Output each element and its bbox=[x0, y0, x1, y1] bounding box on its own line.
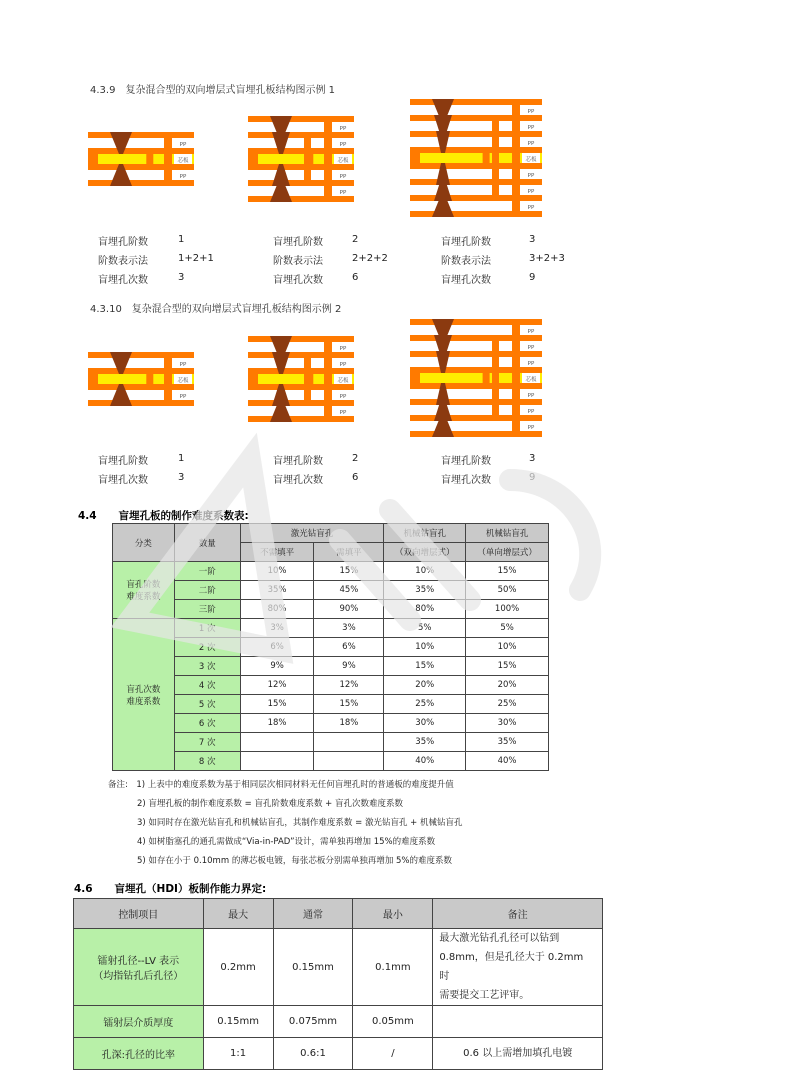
pp-label: PP bbox=[339, 126, 347, 132]
example1-param-value: 3 bbox=[178, 272, 185, 283]
coefficient-cell: 15% bbox=[240, 695, 314, 714]
row-count-cell: 8 次 bbox=[174, 752, 240, 771]
section-44-number: 4.4 bbox=[78, 510, 97, 522]
note-line: 备注: 1) 上表中的难度系数为基于相同层次相同材料无任何盲埋孔时的普通板的难度提升值 bbox=[108, 780, 454, 790]
coefficient-cell: 15% bbox=[314, 562, 384, 581]
example2-param-value: 2 bbox=[352, 453, 359, 464]
pp-label: PP bbox=[339, 142, 347, 148]
remark-line: 需要提交工艺评审。 bbox=[439, 990, 530, 1001]
coefficient-cell: 3% bbox=[314, 619, 384, 638]
table-row bbox=[74, 929, 603, 1006]
coefficient-cell: 15% bbox=[384, 657, 466, 676]
coefficient-cell: 50% bbox=[466, 581, 549, 600]
table-row bbox=[113, 600, 549, 619]
pp-label: PP bbox=[179, 362, 187, 368]
coefficient-cell: 9% bbox=[240, 657, 314, 676]
core-label: 芯板 bbox=[337, 378, 349, 384]
stackup-diagram-1c bbox=[410, 95, 560, 220]
control-item-cell bbox=[74, 1038, 204, 1070]
pp-label: PP bbox=[179, 142, 187, 148]
example1-param-value: 3 bbox=[529, 234, 536, 245]
pp-label: PP bbox=[339, 394, 347, 400]
coefficient-cell: 10% bbox=[384, 638, 466, 657]
row-count-cell: 一阶 bbox=[174, 562, 240, 581]
example1-param-label: 阶数表示法 bbox=[273, 256, 323, 267]
capability-header-cell: 控制项目 bbox=[74, 899, 204, 929]
example2-param-label: 盲埋孔次数 bbox=[441, 475, 491, 486]
example2-param-value: 3 bbox=[178, 472, 185, 483]
min-cell: 0.05mm bbox=[353, 1006, 433, 1038]
example1-param-label: 阶数表示法 bbox=[98, 256, 148, 267]
example2-param-value: 1 bbox=[178, 453, 185, 464]
remark-cell bbox=[433, 1006, 603, 1038]
coefficient-cell: 35% bbox=[384, 733, 466, 752]
th-mech-bi: 机械钻盲孔 bbox=[384, 524, 466, 543]
coefficient-cell: 40% bbox=[466, 752, 549, 771]
coefficient-cell: 30% bbox=[384, 714, 466, 733]
coefficient-cell: 18% bbox=[240, 714, 314, 733]
note-line: 2) 盲埋孔板的制作难度系数 = 盲孔阶数难度系数 + 盲孔次数难度系数 bbox=[137, 799, 403, 809]
example2-param-label: 盲埋孔阶数 bbox=[441, 456, 491, 467]
remark-cell bbox=[433, 1038, 603, 1070]
pp-label: PP bbox=[527, 205, 535, 211]
control-item-line1: 镭射孔径--LV 表示 bbox=[97, 956, 180, 967]
coefficient-cell bbox=[240, 733, 314, 752]
min-cell: 0.1mm bbox=[353, 929, 433, 1006]
example1-param-label: 盲埋孔阶数 bbox=[98, 237, 148, 248]
group1-line2: 难度系数 bbox=[126, 592, 161, 602]
coefficient-cell: 5% bbox=[384, 619, 466, 638]
row-count-cell: 4 次 bbox=[174, 676, 240, 695]
th-mech-bi-sub: （双向增层式） bbox=[384, 543, 466, 562]
coefficient-cell: 100% bbox=[466, 600, 549, 619]
pp-label: PP bbox=[527, 393, 535, 399]
section-46-heading bbox=[74, 881, 266, 896]
group2-line2: 难度系数 bbox=[126, 696, 161, 707]
pp-label: PP bbox=[339, 346, 347, 352]
max-cell: 0.2mm bbox=[203, 929, 273, 1006]
pp-label: PP bbox=[339, 362, 347, 368]
example2-param-value: 3 bbox=[529, 453, 536, 464]
th-laser-fill: 需填平 bbox=[314, 543, 384, 562]
example1-param-label: 盲埋孔次数 bbox=[98, 275, 148, 286]
table-row bbox=[113, 581, 549, 600]
coefficient-cell: 35% bbox=[466, 733, 549, 752]
table-row bbox=[113, 752, 549, 771]
capability-header-cell: 最小 bbox=[353, 899, 433, 929]
pp-label: PP bbox=[527, 345, 535, 351]
group-count-label bbox=[113, 619, 175, 771]
typical-cell: 0.6:1 bbox=[273, 1038, 353, 1070]
coefficient-cell: 10% bbox=[384, 562, 466, 581]
control-item-cell bbox=[74, 1006, 204, 1038]
pp-label: PP bbox=[339, 410, 347, 416]
note-line: 5) 如存在小于 0.10mm 的薄芯板电镀，每张芯板分别需单独再增加 5%的难度系数 bbox=[137, 856, 453, 866]
pp-label: PP bbox=[179, 394, 187, 400]
example1-param-label: 盲埋孔阶数 bbox=[441, 237, 491, 248]
coefficient-cell: 20% bbox=[466, 676, 549, 695]
coefficient-cell: 25% bbox=[466, 695, 549, 714]
coefficient-cell: 30% bbox=[466, 714, 549, 733]
example1-param-value: 9 bbox=[529, 272, 536, 283]
table-row bbox=[74, 1038, 603, 1070]
row-count-cell: 3 次 bbox=[174, 657, 240, 676]
table-row bbox=[113, 733, 549, 752]
example2-param-label: 盲埋孔阶数 bbox=[98, 456, 148, 467]
pp-label: PP bbox=[527, 409, 535, 415]
row-count-cell: 1 次 bbox=[174, 619, 240, 638]
pp-label: PP bbox=[339, 190, 347, 196]
row-count-cell: 6 次 bbox=[174, 714, 240, 733]
coefficient-cell bbox=[240, 752, 314, 771]
coefficient-cell: 18% bbox=[314, 714, 384, 733]
row-count-cell: 二阶 bbox=[174, 581, 240, 600]
stackup-diagram-1a bbox=[88, 128, 218, 188]
capability-header-cell: 通常 bbox=[273, 899, 353, 929]
row-count-cell: 三阶 bbox=[174, 600, 240, 619]
remark-line: 0.6 以上需增加填孔电镀 bbox=[463, 1048, 573, 1059]
coefficient-cell: 10% bbox=[240, 562, 314, 581]
table-row bbox=[113, 695, 549, 714]
example2-param-label: 盲埋孔阶数 bbox=[273, 456, 323, 467]
example1-param-value: 2 bbox=[352, 234, 359, 245]
coefficient-cell: 15% bbox=[466, 657, 549, 676]
table-row bbox=[113, 619, 549, 638]
core-label: 芯板 bbox=[525, 157, 537, 163]
example1-param-value: 1+2+1 bbox=[178, 253, 214, 264]
coefficient-cell: 6% bbox=[240, 638, 314, 657]
coefficient-cell: 35% bbox=[384, 581, 466, 600]
stackup-diagram-2b bbox=[248, 332, 378, 424]
capability-header-cell: 备注 bbox=[433, 899, 603, 929]
coefficient-cell bbox=[314, 733, 384, 752]
group1-line1: 盲孔阶数 bbox=[126, 580, 161, 590]
row-count-cell: 5 次 bbox=[174, 695, 240, 714]
difficulty-table bbox=[112, 523, 549, 771]
pp-label: PP bbox=[527, 189, 535, 195]
pp-label: PP bbox=[179, 174, 187, 180]
coefficient-cell: 12% bbox=[240, 676, 314, 695]
coefficient-cell: 45% bbox=[314, 581, 384, 600]
coefficient-cell bbox=[314, 752, 384, 771]
typical-cell: 0.15mm bbox=[273, 929, 353, 1006]
stackup-1a-layers bbox=[88, 132, 194, 186]
coefficient-cell: 90% bbox=[314, 600, 384, 619]
table-row bbox=[113, 714, 549, 733]
pp-label: PP bbox=[527, 173, 535, 179]
pp-label: PP bbox=[527, 425, 535, 431]
coefficient-cell: 6% bbox=[314, 638, 384, 657]
coefficient-cell: 10% bbox=[466, 638, 549, 657]
core-label: 芯板 bbox=[337, 158, 349, 164]
max-cell: 1:1 bbox=[203, 1038, 273, 1070]
table-row bbox=[113, 657, 549, 676]
remark-cell bbox=[433, 929, 603, 1006]
coefficient-cell: 15% bbox=[466, 562, 549, 581]
table-row bbox=[113, 562, 549, 581]
section-439-title: 4.3.9 复杂混合型的双向增层式盲埋孔板结构图示例 1 bbox=[90, 85, 335, 96]
group2-line1: 盲孔次数 bbox=[126, 684, 161, 695]
th-mech-uni-sub: （单向增层式） bbox=[466, 543, 549, 562]
th-laser: 激光钻盲孔 bbox=[240, 524, 384, 543]
coefficient-cell: 25% bbox=[384, 695, 466, 714]
note-line: 3) 如同时存在激光钻盲孔和机械钻盲孔，其制作难度系数 = 激光钻盲孔 + 机械钻盲孔 bbox=[137, 818, 463, 828]
typical-cell: 0.075mm bbox=[273, 1006, 353, 1038]
example1-param-value: 2+2+2 bbox=[352, 253, 388, 264]
row-count-cell: 7 次 bbox=[174, 733, 240, 752]
example1-param-label: 阶数表示法 bbox=[441, 256, 491, 267]
example1-param-label: 盲埋孔次数 bbox=[273, 275, 323, 286]
example1-param-value: 1 bbox=[178, 234, 185, 245]
max-cell: 0.15mm bbox=[203, 1006, 273, 1038]
section-46-title: 盲埋孔（HDI）板制作能力界定: bbox=[114, 883, 267, 895]
pp-label: PP bbox=[527, 125, 535, 131]
coefficient-cell: 12% bbox=[314, 676, 384, 695]
coefficient-cell: 3% bbox=[240, 619, 314, 638]
coefficient-cell: 35% bbox=[240, 581, 314, 600]
stackup-diagram-2a bbox=[88, 348, 218, 408]
pp-label: PP bbox=[527, 141, 535, 147]
example1-param-label: 盲埋孔次数 bbox=[441, 275, 491, 286]
table-row bbox=[113, 676, 549, 695]
section-4310-title: 4.3.10 复杂混合型的双向增层式盲埋孔板结构图示例 2 bbox=[90, 304, 342, 315]
control-item-cell bbox=[74, 929, 204, 1006]
stackup-diagram-1b bbox=[248, 112, 378, 204]
core-label: 芯板 bbox=[177, 158, 189, 164]
control-item-line1: 镭射层介质厚度 bbox=[103, 1018, 174, 1029]
stackup-diagram-2c bbox=[410, 315, 560, 440]
example1-param-value: 6 bbox=[352, 272, 359, 283]
coefficient-cell: 9% bbox=[314, 657, 384, 676]
section-44-title: 盲埋孔板的制作难度系数表: bbox=[118, 510, 249, 522]
example2-param-label: 盲埋孔次数 bbox=[98, 475, 148, 486]
th-category: 分类 bbox=[113, 524, 175, 562]
min-cell: / bbox=[353, 1038, 433, 1070]
coefficient-cell: 80% bbox=[240, 600, 314, 619]
pp-label: PP bbox=[527, 109, 535, 115]
th-count: 数量 bbox=[174, 524, 240, 562]
note-line: 4) 如树脂塞孔的通孔需做成“Via-in-PAD”设计，需单独再增加 15%的难度系数 bbox=[137, 837, 436, 847]
remark-line: 最大激光钻孔孔径可以钻到 bbox=[439, 933, 560, 944]
remark-line: 0.8mm，但是孔径大于 0.2mm 时 bbox=[439, 952, 584, 982]
capability-header-cell: 最大 bbox=[203, 899, 273, 929]
example1-param-label: 盲埋孔阶数 bbox=[273, 237, 323, 248]
coefficient-cell: 40% bbox=[384, 752, 466, 771]
coefficient-cell: 15% bbox=[314, 695, 384, 714]
pp-label: PP bbox=[339, 174, 347, 180]
capability-table bbox=[73, 898, 603, 1070]
coefficient-cell: 5% bbox=[466, 619, 549, 638]
table-row bbox=[74, 1006, 603, 1038]
core-label: 芯板 bbox=[177, 378, 189, 384]
pp-label: PP bbox=[527, 361, 535, 367]
pp-label: PP bbox=[527, 329, 535, 335]
example2-param-value: 9 bbox=[529, 472, 536, 483]
control-item-line1: 孔深:孔径的比率 bbox=[101, 1050, 175, 1061]
example1-param-value: 3+2+3 bbox=[529, 253, 565, 264]
coefficient-cell: 80% bbox=[384, 600, 466, 619]
section-46-number: 4.6 bbox=[74, 883, 93, 895]
coefficient-cell: 20% bbox=[384, 676, 466, 695]
table-row bbox=[113, 638, 549, 657]
group-stage-label bbox=[113, 562, 175, 619]
row-count-cell: 2 次 bbox=[174, 638, 240, 657]
core-label: 芯板 bbox=[525, 377, 537, 383]
example2-param-label: 盲埋孔次数 bbox=[273, 475, 323, 486]
th-mech-uni: 机械钻盲孔 bbox=[466, 524, 549, 543]
th-laser-no-fill: 不需填平 bbox=[240, 543, 314, 562]
control-item-line2: （均指钻孔后孔径） bbox=[93, 971, 184, 982]
section-44-heading bbox=[78, 508, 249, 523]
example2-param-value: 6 bbox=[352, 472, 359, 483]
